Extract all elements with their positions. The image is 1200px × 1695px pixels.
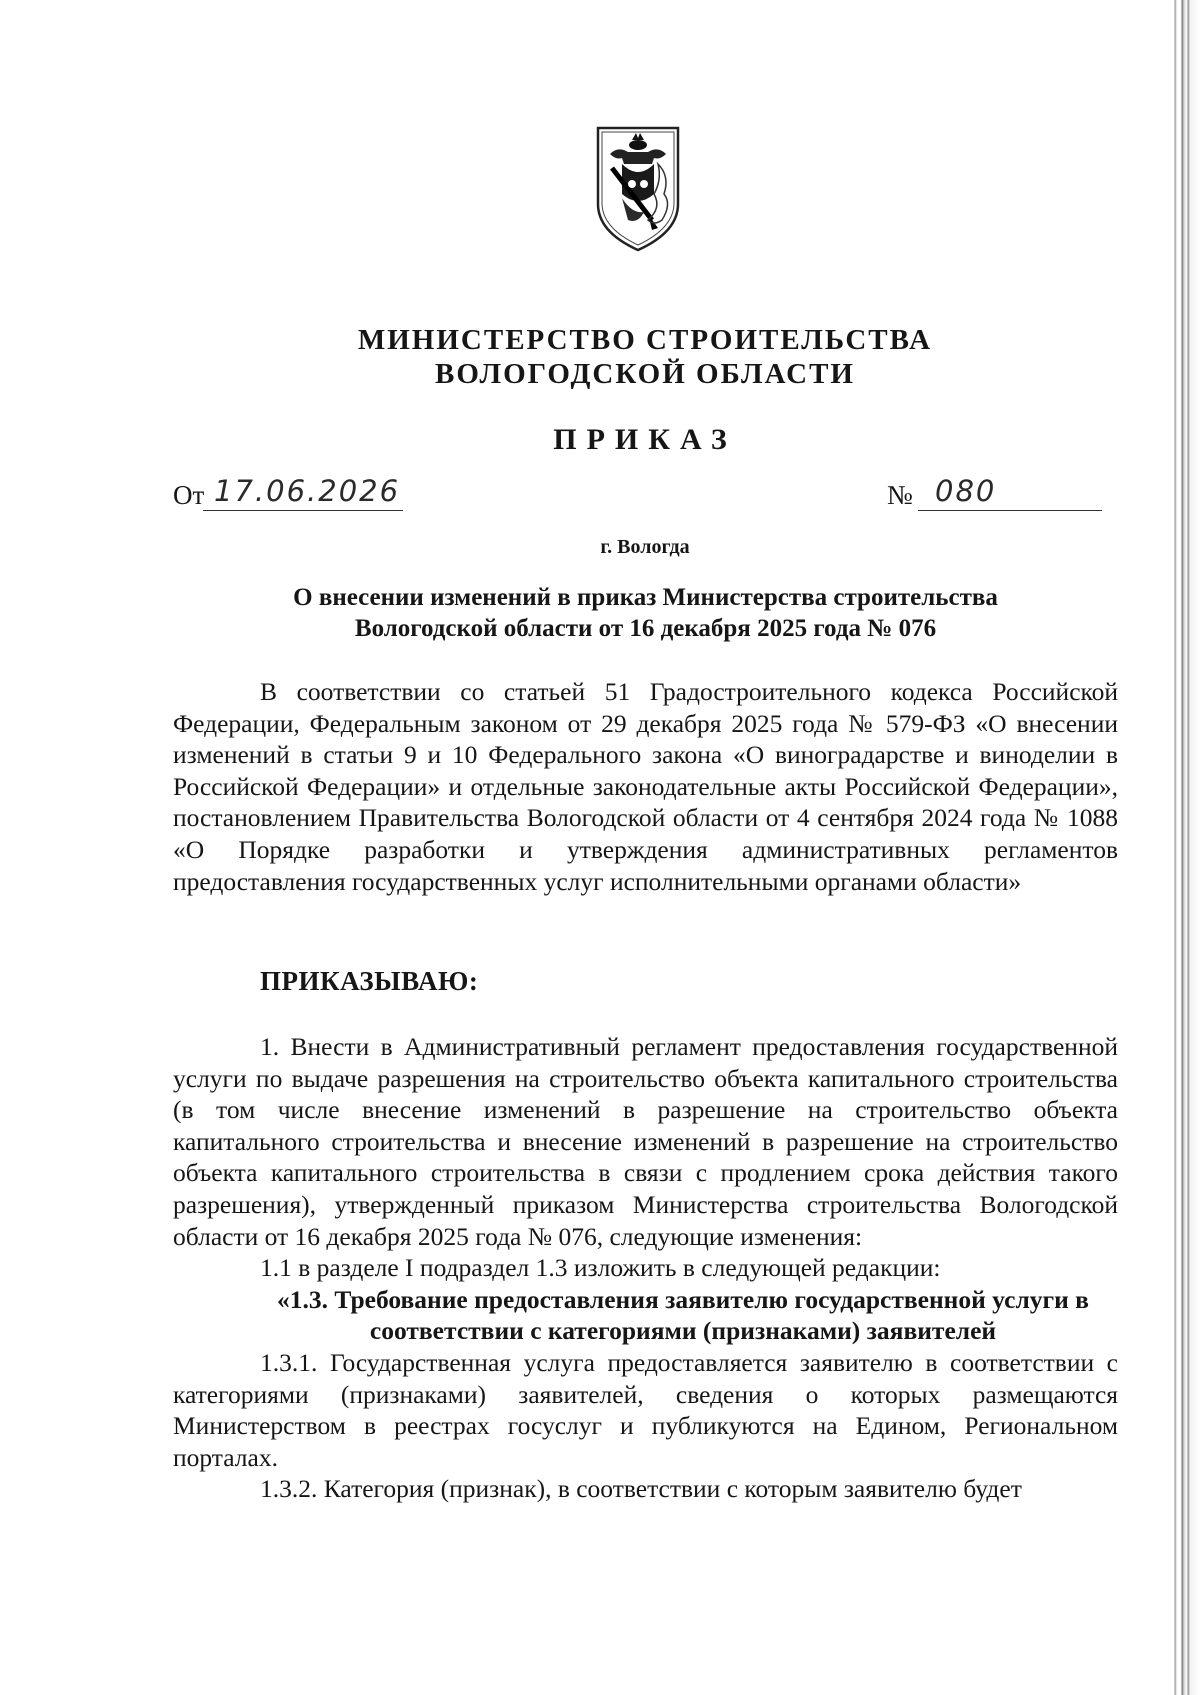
document-title-line1: О внесении изменений в приказ Министерства строительства: [293, 584, 998, 611]
order-items-block: [173, 1031, 1118, 1505]
ministry-name-line2: ВОЛОГОДСКОЙ ОБЛАСТИ: [435, 358, 855, 390]
section-1-3-heading: «1.3. Требование предоставления заявителю государственной услуги в соответствии с категориями (признаками) заявителей: [277, 1284, 1089, 1346]
number-underline: [918, 510, 1102, 511]
date-underline: [203, 510, 403, 511]
item-1-3-2: 1.3.2. Категория (признак), в соответствии с которым заявителю будет: [260, 1474, 1022, 1504]
document-kind: ПРИКАЗ: [553, 423, 737, 456]
date-label: От: [173, 480, 205, 510]
document-title-line2: Вологодской области от 16 декабря 2025 года № 076: [354, 615, 937, 642]
order-word: ПРИКАЗЫВАЮ:: [260, 966, 479, 996]
scan-page-edge: [1166, 0, 1200, 1695]
ministry-name-line1: МИНИСТЕРСТВО СТРОИТЕЛЬСТВА: [357, 324, 933, 356]
item-1: 1. Внести в Административный регламент предоставления государственной услуги по выдаче разрешения на строительство объекта капитального строительства (в том числе внесение изменений в разрешение на строительство объекта капитального строительства и внесение изменений в разрешение на строительство объекта капитального строительства в связи с продлением срока действия такого разрешения), утвержденный приказом Министерства строительства Вологодской области от 16 декабря 2025 года № 076, следующие изменения:: [173, 1032, 1118, 1251]
number-label: №: [887, 480, 913, 510]
number-handwritten: 080: [935, 474, 997, 508]
item-1-1: 1.1 в разделе I подраздел 1.3 изложить в следующей редакции:: [260, 1253, 941, 1283]
item-1-3-1: 1.3.1. Государственная услуга предоставляется заявителю в соответствии с категориями (признаками) заявителей, сведения о которых размещаются Министерством в реестрах госуслуг и публикуются на Едином, Региональном порталах.: [173, 1347, 1118, 1472]
date-handwritten: 17.06.2026: [214, 474, 401, 508]
preamble-block: [173, 676, 1118, 897]
city: г. Вологда: [600, 536, 690, 558]
preamble-paragraph: В соответствии со статьей 51 Градостроительного кодекса Российской Федерации, Федеральным законом от 29 декабря 2025 года № 579-ФЗ «О внесении изменений в статьи 9 и 10 Федерального закона «О виноградарстве и виноделии в Российской Федерации» и отдельные законодательные акты Российской Федерации», постановлением Правительства Вологодской области от 4 сентября 2024 года № 1088 «О Порядке разработки и утверждения административных регламентов предоставления государственных услуг исполнительными органами области»: [173, 677, 1118, 896]
vologda-oblast-coat-of-arms-icon: [592, 124, 684, 254]
